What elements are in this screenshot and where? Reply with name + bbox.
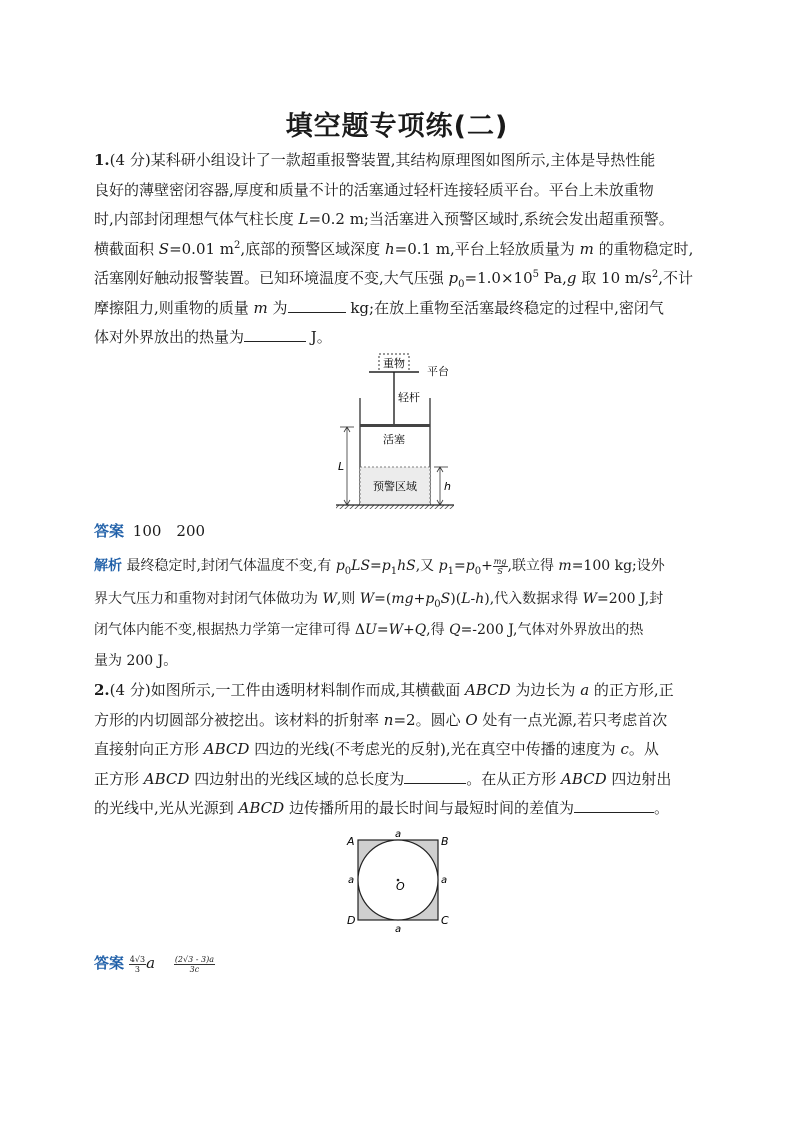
ground-hatch — [336, 505, 454, 509]
q2-line-4: 正方形 ABCD 四边射出的光线区域的总长度为 。在从正方形 ABCD 四边射出 — [94, 769, 672, 788]
q2-line-5: 的光线中,光从光源到 ABCD 边传播所用的最长时间与最短时间的差值为 。 — [94, 799, 669, 817]
h-label: h — [444, 480, 451, 493]
q2-answer-1-tail: a — [146, 954, 156, 972]
q1-solution-line-1: 解析 最终稳定时,封闭气体温度不变,有 $p_0LS=p_1hS$,又 $p_1=p_0+$ $\frac{mg}{S}$ ,联立得 m=100 kg;设外 — [94, 556, 665, 577]
q2-figure — [340, 826, 460, 936]
side-left-label: a — [348, 875, 355, 886]
q1-number: 1. — [94, 151, 110, 169]
q1-line-2: 良好的薄壁密闭容器,厚度和质量不计的活塞通过轻杆连接轻质平台。平台上未放重物 — [94, 180, 654, 199]
vertex-D: D — [347, 914, 356, 927]
side-right-label: a — [441, 875, 448, 886]
q2-line-3: 直接射向正方形 ABCD 四边的光线(不考虑光的反射),光在真空中传播的速度为 c。从 — [94, 740, 659, 758]
q1-figure — [334, 350, 464, 510]
q1-line-3: 时,内部封闭理想气体气柱长度 L=0.2 m;当活塞进入预警区域时,系统会发出超重预警。 — [94, 210, 674, 228]
page-title: 填空题专项练(二) — [285, 111, 509, 142]
q1-line-5: 活塞刚好触动报警装置。已知环境温度不变,大气压强 $p_0=1.0\times 10^5$ Pa,g 取 10 $m/s^2$,不计 — [94, 269, 694, 290]
q2-line-1: 2.(4 分)如图所示,一工件由透明材料制作而成,其横截面 ABCD 为边长为 a 的正方形,正 — [94, 681, 674, 699]
q1-line-4: 横截面积 S=0.01 $m^2$,底部的预警区域深度 h=0.1 m,平台上轻放质量为 m 的重物稳定时, — [94, 239, 694, 258]
vertex-C: C — [441, 914, 449, 927]
piston-label: 活塞 — [383, 433, 405, 446]
platform-label: 平台 — [427, 365, 449, 378]
q1-blank-1[interactable] — [288, 297, 346, 313]
q2-blank-2[interactable] — [574, 797, 654, 813]
rod-label: 轻杆 — [398, 391, 420, 404]
q1-solution-line-2: 界大气压力和重物对封闭气体做功为 W,则 $W=(mg+p_0S)(L-h)$,代入数据求得 W=200 J,封 — [94, 591, 664, 610]
warning-zone-label: 预警区域 — [373, 480, 417, 493]
vertex-A: A — [347, 835, 355, 848]
q1-solution-line-4: 量为 200 J。 — [94, 653, 178, 669]
q2-number: 2. — [94, 681, 110, 699]
q1-line-7: 体对外界放出的热量为 J。 — [94, 328, 332, 346]
q2-answer-label: 答案 — [94, 954, 125, 972]
q1-line-6: 摩擦阻力,则重物的质量 m 为 kg;在放上重物至活塞最终稳定的过程中,密闭气 — [94, 298, 664, 317]
q2-answer-2-fraction: $\frac{(2√3 - 3)a}{3c}$ — [174, 954, 214, 974]
q1-line-1: 1.(4 分)某科研小组设计了一款超重报警装置,其结构原理图如图所示,主体是导热性能 — [94, 151, 656, 169]
piston — [360, 424, 430, 427]
question-2 — [94, 676, 698, 824]
q2-line-2: 方形的内切圆部分被挖出。该材料的折射率 n=2。圆心 O 处有一点光源,若只考虑首次 — [94, 710, 668, 729]
q2-blank-1[interactable] — [404, 768, 466, 784]
q1-solution-fraction: $\frac{mg}{S}$ — [493, 556, 507, 576]
L-label: L — [338, 460, 345, 473]
vertex-B: B — [441, 835, 449, 848]
q1-answer-value: 100 200 — [132, 522, 206, 540]
q1-answer — [94, 520, 205, 541]
center-O: O — [396, 880, 405, 893]
side-top-label: a — [395, 829, 402, 840]
q2-answer — [94, 952, 215, 974]
q1-blank-2[interactable] — [244, 326, 306, 342]
q2-answer-1-fraction: $\frac{4√3}{3}$ — [129, 954, 146, 974]
question-1 — [94, 146, 698, 353]
weight-label: 重物 — [383, 357, 405, 370]
side-bottom-label: a — [395, 924, 402, 935]
q1-solution-line-3: 闭气体内能不变,根据热力学第一定律可得 ΔU=W+Q,得 Q=-200 J,气体对外界放出的热 — [94, 622, 644, 638]
q1-solution — [94, 551, 698, 677]
q1-answer-label: 答案 — [94, 522, 125, 540]
